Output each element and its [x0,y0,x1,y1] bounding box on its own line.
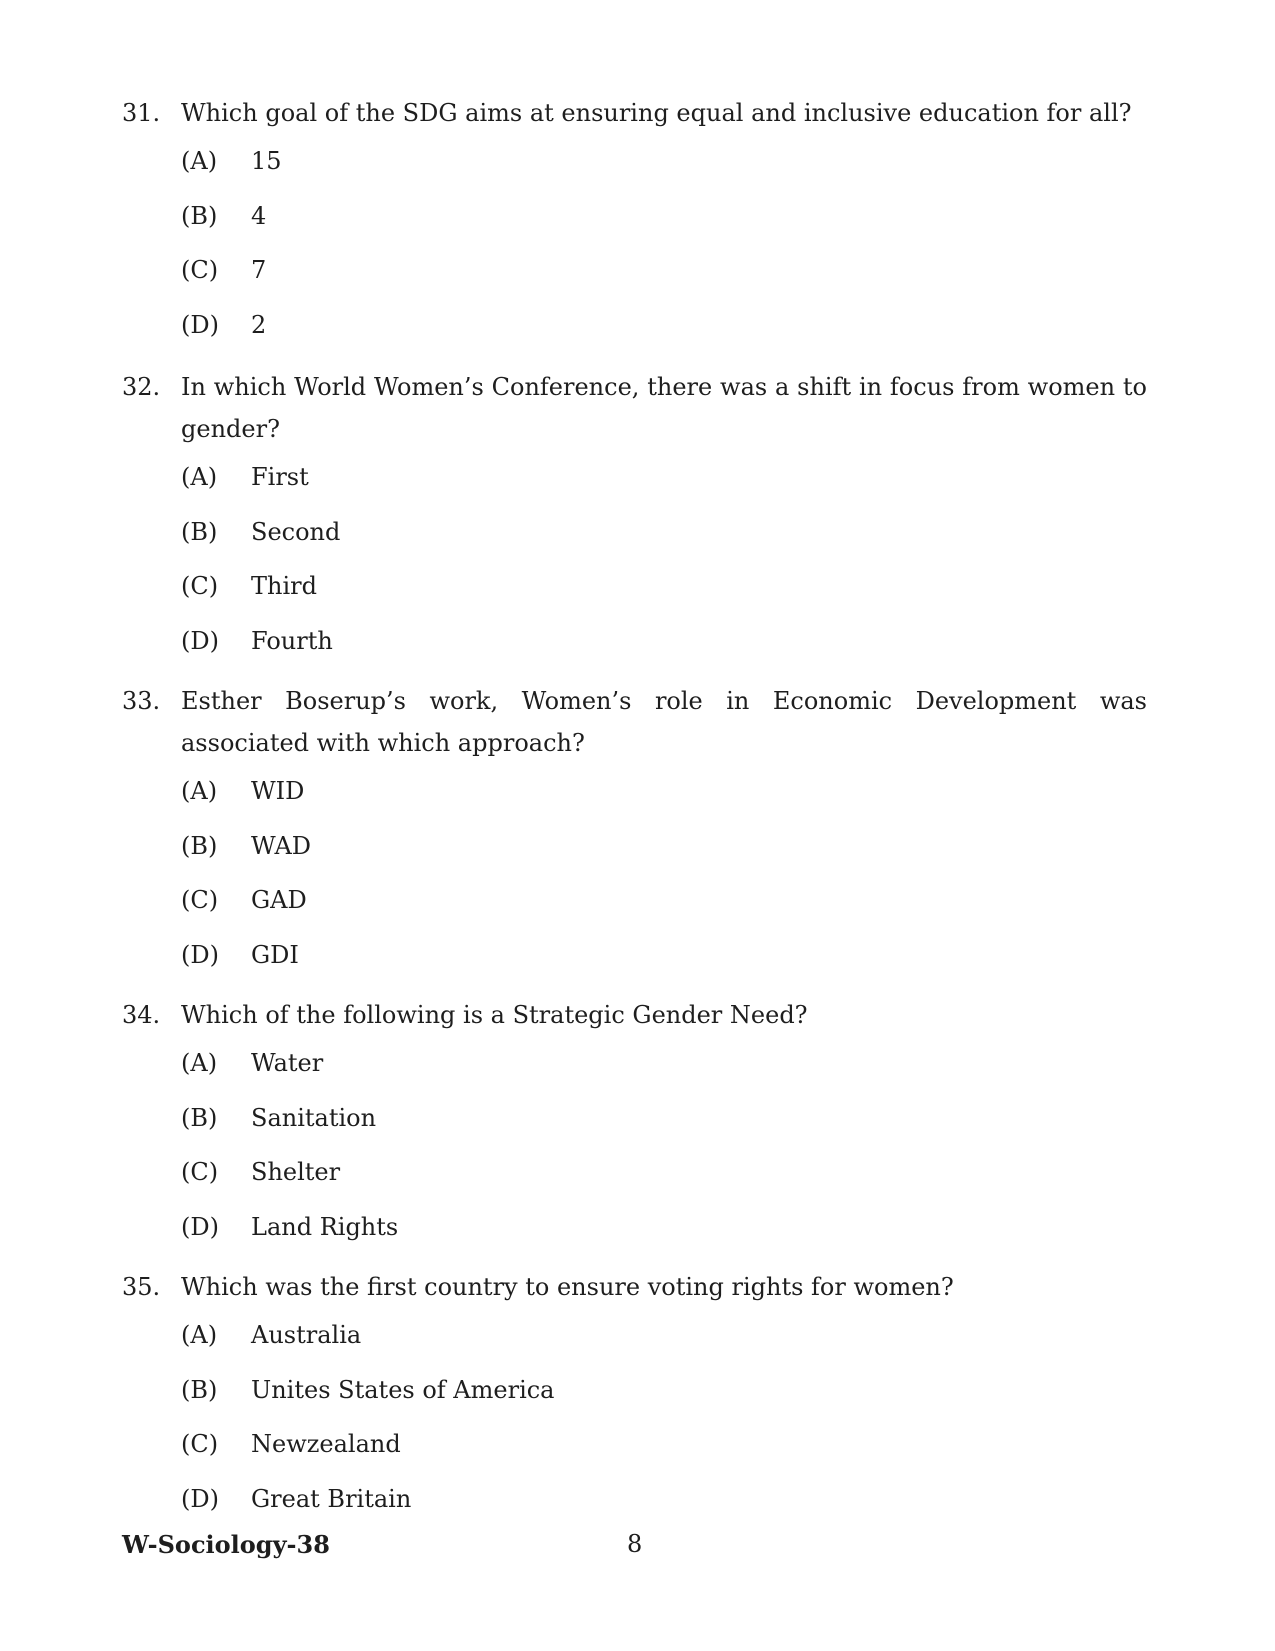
question-stem [122,1266,1147,1308]
option-text: Newzealand [251,1430,401,1458]
option-text: GAD [251,886,307,914]
option-list [181,1308,1147,1526]
option-letter: (C) [181,886,219,914]
option-text: Third [251,572,317,600]
option-text: Great Britain [251,1484,412,1513]
option-text: GDI [251,940,299,969]
paper-code: W-Sociology-38 [122,1530,330,1559]
question-31 [122,92,1147,352]
option-d [181,928,1147,983]
page-footer [122,1530,1147,1570]
option-list [181,134,1147,352]
question-number: 32. [122,373,161,401]
option-list [181,764,1147,982]
question-stem [122,366,1147,450]
option-list [181,450,1147,668]
option-text: Fourth [251,626,333,655]
option-letter: (B) [181,517,218,546]
question-35 [122,1266,1147,1526]
option-d [181,1472,1147,1527]
option-letter: (D) [181,940,219,969]
question-number: 35. [122,1273,161,1301]
option-d [181,614,1147,669]
option-a [181,1036,1147,1091]
option-b [181,1363,1147,1418]
option-letter: (A) [181,1321,218,1349]
option-a [181,764,1147,819]
question-text: Which was the first country to ensure voting rights for women? [181,1273,954,1301]
option-c [181,1417,1147,1472]
option-letter: (C) [181,1430,219,1458]
option-d [181,298,1147,353]
option-b [181,505,1147,560]
option-letter: (B) [181,1103,218,1132]
option-text: Shelter [251,1158,341,1186]
option-a [181,450,1147,505]
option-letter: (A) [181,463,218,491]
question-stem [122,994,1147,1036]
option-letter: (D) [181,310,219,339]
option-a [181,134,1147,189]
option-letter: (D) [181,1212,219,1241]
question-text: In which World Women’s Conference, there was a shift in focus from women to gender? [181,373,1147,443]
option-text: First [251,463,309,491]
option-letter: (C) [181,1158,219,1186]
option-letter: (B) [181,201,218,230]
option-c [181,243,1147,298]
question-stem [122,680,1147,764]
question-text: Which of the following is a Strategic Gender Need? [181,1001,808,1029]
question-text: Which goal of the SDG aims at ensuring equal and inclusive education for all? [181,99,1132,127]
option-b [181,819,1147,874]
option-text: Land Rights [251,1212,399,1241]
option-letter: (A) [181,1049,218,1077]
option-a [181,1308,1147,1363]
option-text: Sanitation [251,1103,377,1132]
question-32 [122,366,1147,668]
option-text: Water [251,1049,324,1077]
option-text: 4 [251,201,267,230]
option-b [181,1091,1147,1146]
option-letter: (B) [181,831,218,860]
option-letter: (C) [181,256,219,284]
option-text: WAD [251,831,312,860]
option-text: 15 [251,147,282,175]
option-letter: (B) [181,1375,218,1404]
option-d [181,1200,1147,1255]
question-number: 34. [122,1001,161,1029]
page-number: 8 [627,1530,643,1558]
option-c [181,873,1147,928]
question-number: 33. [122,687,161,715]
option-letter: (D) [181,626,219,655]
option-text: Australia [251,1321,362,1349]
option-text: Second [251,517,341,546]
question-33 [122,680,1147,982]
option-letter: (A) [181,147,218,175]
option-c [181,559,1147,614]
option-text: WID [251,777,305,805]
option-letter: (D) [181,1484,219,1513]
option-list [181,1036,1147,1254]
option-text: 2 [251,310,267,339]
option-b [181,189,1147,244]
question-text: Esther Boserup’s work, Women’s role in Economic Development was associated with which approach? [181,687,1147,757]
option-text: Unites States of America [251,1375,555,1404]
question-number: 31. [122,99,161,127]
option-text: 7 [251,256,267,284]
option-letter: (A) [181,777,218,805]
option-letter: (C) [181,572,219,600]
option-c [181,1145,1147,1200]
question-34 [122,994,1147,1254]
question-stem [122,92,1147,134]
